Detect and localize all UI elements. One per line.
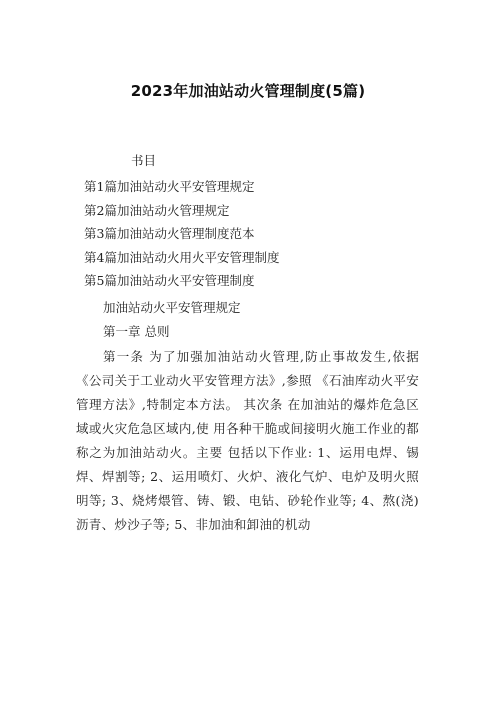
- toc-item: 第1篇加油站动火平安管理规定: [84, 179, 255, 194]
- table-of-contents: [84, 178, 279, 296]
- toc-heading: 书目: [131, 153, 157, 168]
- chapter-heading: 第一章 总则: [103, 324, 170, 339]
- toc-item: 第2篇加油站动火管理规定: [84, 202, 230, 218]
- toc-item: 第5篇加油站动火平安管理制度: [84, 273, 255, 288]
- toc-item: 第4篇加油站动火用火平安管理制度: [84, 249, 280, 265]
- section-title: 加油站动火平安管理规定: [103, 300, 241, 315]
- document-title: 2023年加油站动火管理制度(5篇): [130, 82, 366, 100]
- toc-item: 第3篇加油站动火管理制度范本: [84, 226, 255, 241]
- body-paragraph: 第一条 为了加强加油站动火管理,防止事故发生,依据《公司关于工业动火平安管理方法》,参照 《石油库动火平安管理方法》,特制定本方法。 其次条 在加油站的爆炸危急区域或火灾危急区域内,使 用各种干脆或间接明火施工作业的都称之为加油站动火。主要 包括以下作业: 1、运用电焊、锡焊、焊割等; 2、运用喷灯、火炉、液化气炉、电炉及明火照明等; 3、烧烤煨管、铸、锻、电钻、砂轮作业等; 4、熬(浇)沥青、炒沙子等; 5、非加油和卸油的机动: [76, 349, 419, 532]
